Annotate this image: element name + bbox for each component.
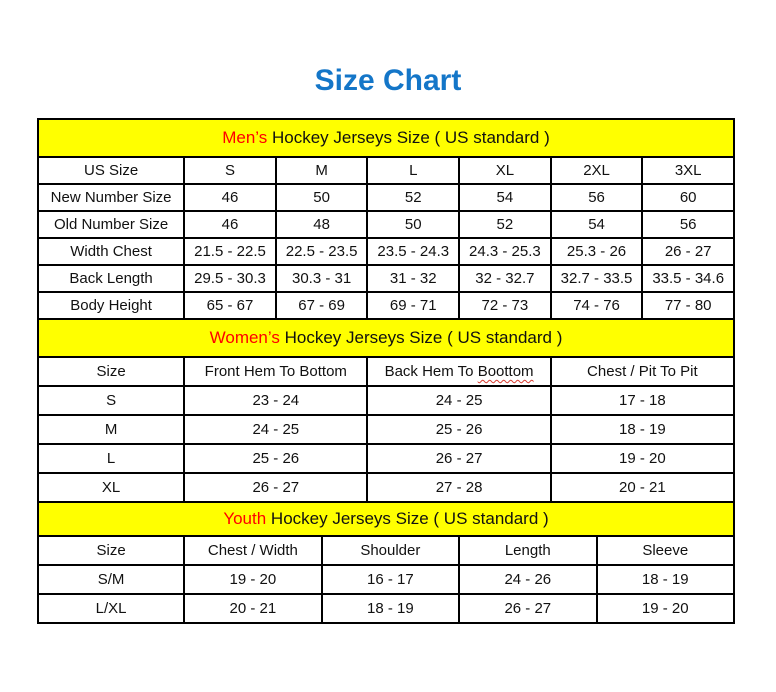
table-row bbox=[38, 444, 734, 473]
mens-cell: 21.5 - 22.5 bbox=[184, 238, 276, 265]
mens-cell: 54 bbox=[459, 184, 551, 211]
womens-size-table bbox=[37, 318, 735, 503]
youth-caption-highlight: Youth bbox=[223, 509, 267, 528]
mens-header-cell: 3XL bbox=[642, 157, 734, 184]
womens-header-cell: Front Hem To Bottom bbox=[184, 357, 367, 386]
mens-row-label: Body Height bbox=[38, 292, 184, 319]
mens-cell: 32.7 - 33.5 bbox=[551, 265, 643, 292]
mens-cell: 69 - 71 bbox=[367, 292, 459, 319]
mens-cell: 67 - 69 bbox=[276, 292, 368, 319]
mens-caption-row bbox=[38, 119, 734, 157]
mens-cell: 56 bbox=[551, 184, 643, 211]
mens-cell: 65 - 67 bbox=[184, 292, 276, 319]
mens-cell: 50 bbox=[367, 211, 459, 238]
table-row bbox=[38, 238, 734, 265]
table-row bbox=[38, 473, 734, 502]
womens-cell: 24 - 25 bbox=[367, 386, 550, 415]
womens-row-label: L bbox=[38, 444, 184, 473]
mens-cell: 26 - 27 bbox=[642, 238, 734, 265]
womens-caption bbox=[38, 319, 734, 357]
youth-caption-row bbox=[38, 502, 734, 536]
womens-header-cell: Chest / Pit To Pit bbox=[551, 357, 734, 386]
spellcheck-squiggle-word: Boottom bbox=[477, 363, 534, 380]
womens-caption-highlight: Women’s bbox=[209, 328, 280, 347]
table-row bbox=[38, 265, 734, 292]
mens-size-table bbox=[37, 118, 735, 320]
youth-cell: 18 - 19 bbox=[322, 594, 459, 623]
mens-row-label: Old Number Size bbox=[38, 211, 184, 238]
womens-cell: 18 - 19 bbox=[551, 415, 734, 444]
table-row bbox=[38, 386, 734, 415]
mens-cell: 72 - 73 bbox=[459, 292, 551, 319]
mens-cell: 60 bbox=[642, 184, 734, 211]
womens-cell: 24 - 25 bbox=[184, 415, 367, 444]
womens-cell: 20 - 21 bbox=[551, 473, 734, 502]
mens-header-cell: M bbox=[276, 157, 368, 184]
mens-row-label: New Number Size bbox=[38, 184, 184, 211]
mens-cell: 52 bbox=[459, 211, 551, 238]
mens-cell: 46 bbox=[184, 184, 276, 211]
womens-row-label: S bbox=[38, 386, 184, 415]
womens-caption-rest: Hockey Jerseys Size ( US standard ) bbox=[284, 328, 563, 347]
mens-cell: 52 bbox=[367, 184, 459, 211]
table-row bbox=[38, 594, 734, 623]
mens-cell: 56 bbox=[642, 211, 734, 238]
mens-cell: 30.3 - 31 bbox=[276, 265, 368, 292]
table-row bbox=[38, 415, 734, 444]
mens-cell: 33.5 - 34.6 bbox=[642, 265, 734, 292]
mens-caption-highlight: Men’s bbox=[222, 128, 268, 147]
table-row bbox=[38, 211, 734, 238]
youth-cell: 20 - 21 bbox=[184, 594, 321, 623]
womens-caption-row bbox=[38, 319, 734, 357]
womens-row-label: XL bbox=[38, 473, 184, 502]
youth-row-label: S/M bbox=[38, 565, 184, 594]
page-title: Size Chart bbox=[314, 64, 462, 97]
mens-cell: 22.5 - 23.5 bbox=[276, 238, 368, 265]
mens-header-cell: 2XL bbox=[551, 157, 643, 184]
womens-cell: 26 - 27 bbox=[367, 444, 550, 473]
youth-header-cell: Size bbox=[38, 536, 184, 565]
mens-header-cell: XL bbox=[459, 157, 551, 184]
mens-header-cell: L bbox=[367, 157, 459, 184]
youth-header-cell: Chest / Width bbox=[184, 536, 321, 565]
mens-cell: 23.5 - 24.3 bbox=[367, 238, 459, 265]
youth-caption-rest: Hockey Jerseys Size ( US standard ) bbox=[270, 509, 549, 528]
mens-cell: 29.5 - 30.3 bbox=[184, 265, 276, 292]
womens-header-row bbox=[38, 357, 734, 386]
womens-row-label: M bbox=[38, 415, 184, 444]
table-row bbox=[38, 184, 734, 211]
mens-cell: 48 bbox=[276, 211, 368, 238]
mens-cell: 50 bbox=[276, 184, 368, 211]
youth-header-cell: Length bbox=[459, 536, 596, 565]
womens-cell: 17 - 18 bbox=[551, 386, 734, 415]
mens-row-label: Width Chest bbox=[38, 238, 184, 265]
womens-header-back-prefix: Back Hem To bbox=[384, 363, 474, 380]
youth-cell: 19 - 20 bbox=[184, 565, 321, 594]
mens-row-label: Back Length bbox=[38, 265, 184, 292]
mens-cell: 24.3 - 25.3 bbox=[459, 238, 551, 265]
youth-row-label: L/XL bbox=[38, 594, 184, 623]
youth-caption bbox=[38, 502, 734, 536]
mens-cell: 54 bbox=[551, 211, 643, 238]
womens-cell: 25 - 26 bbox=[367, 415, 550, 444]
womens-cell: 23 - 24 bbox=[184, 386, 367, 415]
mens-header-cell: S bbox=[184, 157, 276, 184]
mens-cell: 25.3 - 26 bbox=[551, 238, 643, 265]
womens-cell: 25 - 26 bbox=[184, 444, 367, 473]
mens-cell: 32 - 32.7 bbox=[459, 265, 551, 292]
mens-header-row bbox=[38, 157, 734, 184]
youth-cell: 16 - 17 bbox=[322, 565, 459, 594]
youth-header-cell: Shoulder bbox=[322, 536, 459, 565]
mens-caption bbox=[38, 119, 734, 157]
mens-cell: 46 bbox=[184, 211, 276, 238]
table-row bbox=[38, 292, 734, 319]
womens-cell: 26 - 27 bbox=[184, 473, 367, 502]
youth-header-row bbox=[38, 536, 734, 565]
youth-cell: 26 - 27 bbox=[459, 594, 596, 623]
mens-cell: 31 - 32 bbox=[367, 265, 459, 292]
womens-cell: 27 - 28 bbox=[367, 473, 550, 502]
womens-header-cell bbox=[367, 357, 550, 386]
womens-cell: 19 - 20 bbox=[551, 444, 734, 473]
youth-cell: 24 - 26 bbox=[459, 565, 596, 594]
youth-header-cell: Sleeve bbox=[597, 536, 734, 565]
table-row bbox=[38, 565, 734, 594]
youth-cell: 18 - 19 bbox=[597, 565, 734, 594]
youth-size-table bbox=[37, 501, 735, 624]
mens-cell: 77 - 80 bbox=[642, 292, 734, 319]
youth-cell: 19 - 20 bbox=[597, 594, 734, 623]
womens-header-cell: Size bbox=[38, 357, 184, 386]
mens-header-cell: US Size bbox=[38, 157, 184, 184]
mens-caption-rest: Hockey Jerseys Size ( US standard ) bbox=[272, 128, 550, 147]
mens-cell: 74 - 76 bbox=[551, 292, 643, 319]
